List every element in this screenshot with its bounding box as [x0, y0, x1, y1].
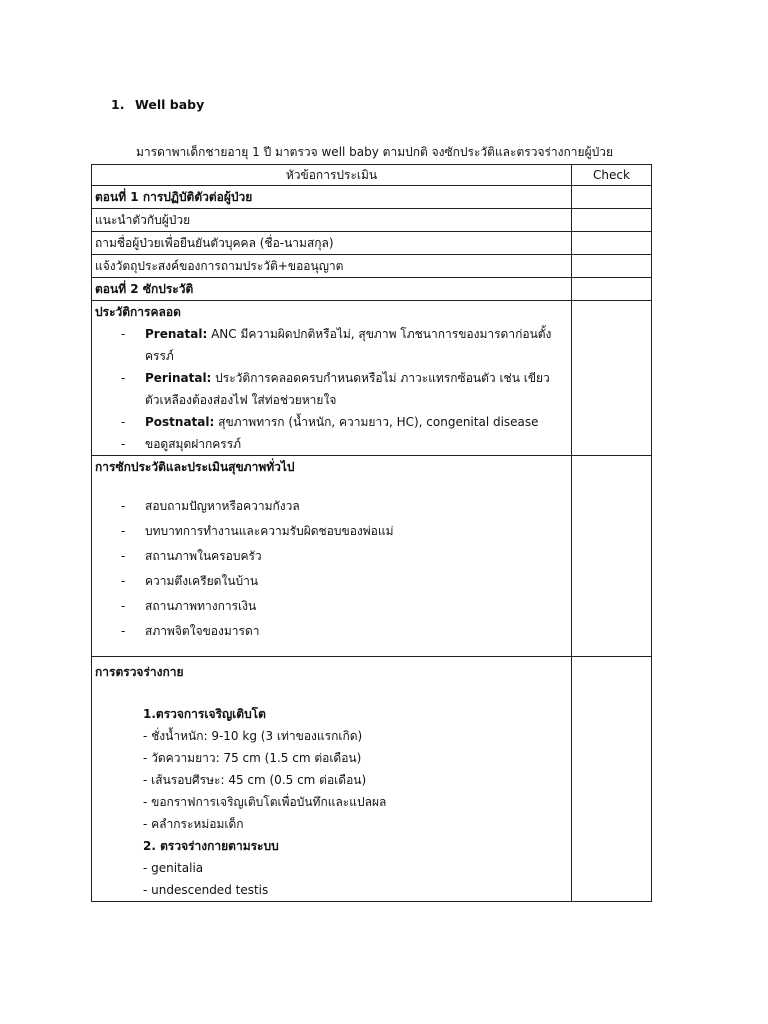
- list-item: - บทบาทการทำงานและความรับผิดชอบของพ่อแม่: [121, 517, 568, 542]
- check-cell[interactable]: [572, 301, 652, 456]
- item-label: Prenatal:: [145, 327, 208, 341]
- list-item: - สภาพจิตใจของมารดา: [121, 617, 568, 642]
- item-text: ANC มีความผิดปกติหรือไม่, สุขภาพ โภชนาการของมารดาก่อนตั้งครรภ์: [145, 327, 552, 363]
- list-item: [121, 367, 568, 411]
- part1-item: ถามชื่อผู้ป่วยเพื่อยืนยันตัวบุคคล (ชื่อ-นามสกุล): [92, 232, 572, 255]
- item-text: ขอดูสมุดฝากครรภ์: [145, 437, 242, 451]
- section-heading: [111, 97, 204, 112]
- table-row: [92, 456, 652, 657]
- growth-title: 1.ตรวจการเจริญเติบโต: [143, 707, 266, 721]
- item-label: Postnatal:: [145, 415, 215, 429]
- list-item: - สอบถามปัญหาหรือความกังวล: [121, 492, 568, 517]
- item-text: สุขภาพทารก (น้ำหนัก, ความยาว, HC), congenital disease: [214, 415, 539, 429]
- general-history-list: [95, 492, 568, 642]
- assessment-table: [91, 164, 652, 902]
- birth-history-title: ประวัติการคลอด: [95, 305, 181, 319]
- check-cell[interactable]: [572, 232, 652, 255]
- check-cell[interactable]: [572, 456, 652, 657]
- list-item: - ขอกราฟการเจริญเติบโตเพื่อบันทึกและแปลผล: [143, 795, 387, 809]
- list-item: - ชั่งน้ำหนัก: 9-10 kg (3 เท่าของแรกเกิด): [143, 729, 363, 743]
- part1-title: ตอนที่ 1 การปฏิบัติตัวต่อผู้ป่วย: [92, 186, 572, 209]
- header-check: Check: [572, 165, 652, 186]
- list-item: - สถานภาพทางการเงิน: [121, 592, 568, 617]
- item-label: Perinatal:: [145, 371, 212, 385]
- check-cell[interactable]: [572, 278, 652, 301]
- list-item: - genitalia: [143, 861, 204, 875]
- table-header-row: [92, 165, 652, 186]
- physical-exam-cell: [92, 657, 572, 902]
- part1-item: แจ้งวัตถุประสงค์ของการถามประวัติ+ขออนุญาต: [92, 255, 572, 278]
- table-row: [92, 232, 652, 255]
- table-row: [92, 278, 652, 301]
- table-row: [92, 255, 652, 278]
- birth-history-list: [95, 323, 568, 455]
- physical-exam-title: การตรวจร่างกาย: [95, 665, 184, 679]
- system-exam-title: 2. ตรวจร่างกายตามระบบ: [143, 839, 279, 853]
- part2-title: ตอนที่ 2 ซักประวัติ: [92, 278, 572, 301]
- check-cell[interactable]: [572, 255, 652, 278]
- list-item: - เส้นรอบศีรษะ: 45 cm (0.5 cm ต่อเดือน): [143, 773, 367, 787]
- table-row: [92, 657, 652, 902]
- list-item: [121, 323, 568, 367]
- check-cell[interactable]: [572, 209, 652, 232]
- list-item: - คลำกระหม่อมเด็ก: [143, 817, 244, 831]
- birth-history-cell: [92, 301, 572, 456]
- list-item: [121, 433, 568, 455]
- check-cell[interactable]: [572, 657, 652, 902]
- section-title: Well baby: [135, 97, 205, 112]
- list-item: - undescended testis: [143, 883, 269, 897]
- part1-item: แนะนำตัวกับผู้ป่วย: [92, 209, 572, 232]
- item-text: ประวัติการคลอดครบกำหนดหรือไม่ ภาวะแทรกซ้อนตัว เช่น เขียว ตัวเหลืองต้องส่องไฟ ใส่ท่อช่วยหายใจ: [145, 371, 550, 407]
- header-topic: หัวข้อการประเมิน: [92, 165, 572, 186]
- list-item: - วัดความยาว: 75 cm (1.5 cm ต่อเดือน): [143, 751, 362, 765]
- check-cell[interactable]: [572, 186, 652, 209]
- list-item: [121, 411, 568, 433]
- table-row: [92, 209, 652, 232]
- table-row: [92, 186, 652, 209]
- general-history-title: การซักประวัติและประเมินสุขภาพทั่วไป: [95, 460, 295, 474]
- table-row: [92, 301, 652, 456]
- section-number: 1.: [111, 97, 125, 112]
- case-instruction: มารดาพาเด็กชายอายุ 1 ปี มาตรวจ well baby ตามปกติ จงซักประวัติและตรวจร่างกายผู้ป่วย: [136, 145, 613, 159]
- list-item: - สถานภาพในครอบครัว: [121, 542, 568, 567]
- list-item: - ความตึงเครียดในบ้าน: [121, 567, 568, 592]
- general-history-cell: [92, 456, 572, 657]
